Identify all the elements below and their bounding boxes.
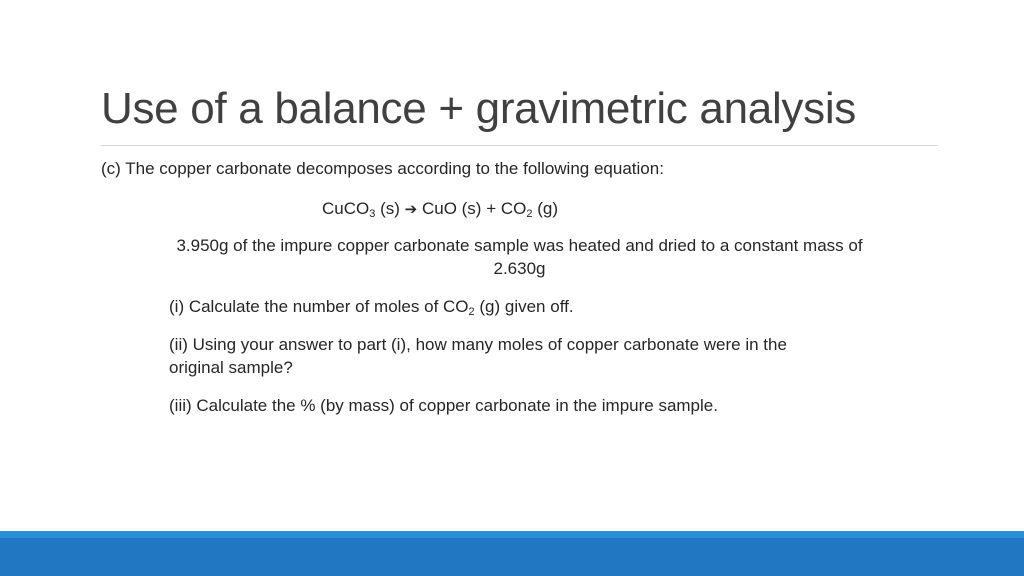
equation-product: CuO (s) + CO (421, 199, 527, 218)
question-i-subscript: 2 (468, 306, 475, 318)
question-ii-line1: (ii) Using your answer to part (i), how many moles of copper carbonate were in the (169, 335, 787, 354)
title-divider (101, 145, 938, 146)
data-text-line2: 2.630g (493, 259, 546, 278)
question-i (169, 297, 574, 317)
footer-accent-stripe (0, 531, 1024, 538)
question-ii-line2: original sample? (169, 358, 293, 377)
question-i-text: (i) Calculate the number of moles of CO (169, 297, 469, 316)
footer-bar (0, 538, 1024, 576)
question-i-tail: (g) given off. (479, 297, 574, 316)
equation-product-subscript: 2 (526, 208, 533, 220)
equation-reactant-state: (s) (380, 199, 400, 218)
chemical-equation (322, 199, 558, 219)
data-text-line1: 3.950g of the impure copper carbonate sample was heated and dried to a constant mass of (176, 236, 863, 255)
equation-product-state: (g) (537, 199, 558, 218)
intro-text: (c) The copper carbonate decomposes according to the following equation: (101, 159, 664, 178)
question-iii: (iii) Calculate the % (by mass) of copper carbonate in the impure sample. (169, 396, 718, 415)
equation-reactant: CuCO (322, 199, 370, 218)
arrow-right-icon: ➔ (404, 201, 418, 218)
equation-reactant-subscript: 3 (369, 208, 376, 220)
slide-title: Use of a balance + gravimetric analysis (101, 84, 856, 133)
